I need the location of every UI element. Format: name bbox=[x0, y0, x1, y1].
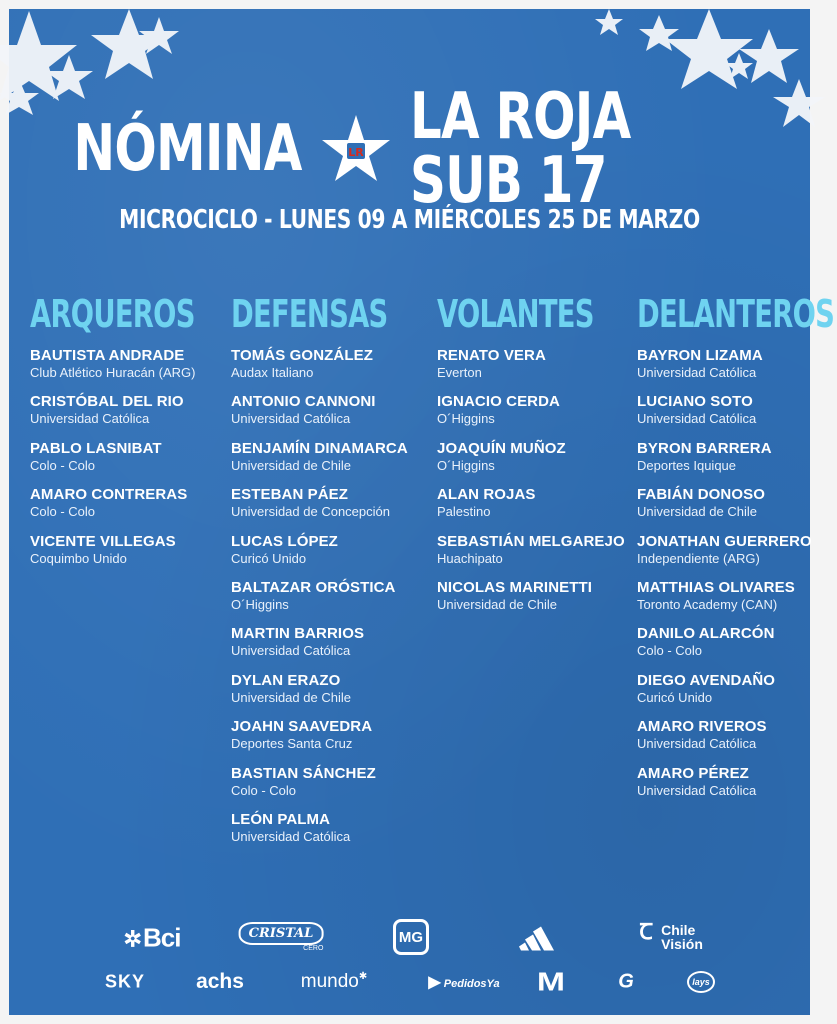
player-name: AMARO CONTRERAS bbox=[30, 486, 188, 504]
subtitle: MICROCICLO - LUNES 09 A MIÉRCOLES 25 DE MARZO bbox=[119, 205, 700, 235]
player-entry bbox=[637, 579, 837, 625]
column-defensas bbox=[231, 292, 431, 857]
roster-columns bbox=[9, 9, 835, 909]
sponsor-cristal-logo bbox=[239, 922, 324, 952]
player-entry bbox=[637, 533, 837, 579]
sponsor-mcdonalds-logo: M bbox=[536, 966, 566, 997]
sponsor-mg-text: MG bbox=[393, 919, 429, 955]
player-club: Universidad Católica bbox=[231, 828, 351, 844]
player-list bbox=[437, 347, 637, 625]
player-entry bbox=[231, 625, 431, 671]
player-club: Coquimbo Unido bbox=[30, 550, 127, 566]
player-name: TOMÁS GONZÁLEZ bbox=[231, 347, 373, 364]
poster-background bbox=[9, 9, 835, 1015]
player-entry bbox=[437, 533, 637, 579]
player-club: Independiente (ARG) bbox=[637, 550, 760, 566]
player-entry bbox=[437, 440, 637, 486]
player-club: Universidad de Chile bbox=[437, 596, 557, 612]
player-club: Deportes Iquique bbox=[637, 457, 737, 473]
player-entry bbox=[637, 625, 837, 671]
player-name: NICOLAS MARINETTI bbox=[437, 578, 593, 596]
column-heading: ARQUEROS bbox=[30, 292, 195, 336]
sponsor-lays-logo bbox=[687, 971, 715, 993]
sponsor-achs-logo: achs bbox=[196, 970, 244, 993]
player-entry bbox=[30, 393, 230, 439]
player-club: Universidad Católica bbox=[637, 411, 757, 427]
player-name: PABLO LASNIBAT bbox=[30, 439, 162, 457]
player-club: O´Higgins bbox=[437, 457, 495, 473]
player-entry bbox=[30, 533, 230, 579]
player-name: LEÓN PALMA bbox=[231, 810, 331, 828]
player-club: Colo - Colo bbox=[637, 643, 703, 659]
player-entry bbox=[231, 393, 431, 439]
player-name: DANILO ALARCÓN bbox=[637, 625, 775, 643]
player-entry bbox=[30, 347, 230, 393]
player-name: SEBASTIÁN MELGAREJO bbox=[437, 532, 625, 550]
player-name: MARTIN BARRIOS bbox=[231, 625, 365, 643]
player-name: LUCIANO SOTO bbox=[637, 393, 753, 411]
sponsor-lays-text: lays bbox=[687, 971, 715, 993]
player-entry bbox=[637, 718, 837, 764]
player-name: BENJAMÍN DINAMARCA bbox=[231, 439, 408, 457]
sponsor-mundo-logo: mundo✱ bbox=[300, 971, 368, 992]
sponsor-pedidosya-logo: ▶ PedidosYa bbox=[428, 974, 500, 991]
title-right: LA ROJA SUB 17 bbox=[409, 80, 631, 218]
sponsor-pedidosya-text: PedidosYa bbox=[443, 978, 500, 990]
player-name: ANTONIO CANNONI bbox=[231, 393, 376, 411]
player-name: VICENTE VILLEGAS bbox=[30, 532, 176, 550]
player-club: Huachipato bbox=[437, 550, 503, 566]
player-entry bbox=[231, 765, 431, 811]
player-entry bbox=[637, 765, 837, 811]
player-club: Toronto Academy (CAN) bbox=[637, 596, 778, 612]
player-name: LUCAS LÓPEZ bbox=[231, 532, 338, 550]
player-entry bbox=[231, 672, 431, 718]
player-entry bbox=[437, 486, 637, 532]
sponsor-mg-logo bbox=[393, 919, 429, 955]
player-entry bbox=[437, 347, 637, 393]
player-entry bbox=[437, 393, 637, 439]
player-entry bbox=[437, 579, 637, 625]
player-entry bbox=[30, 440, 230, 486]
player-name: IGNACIO CERDA bbox=[437, 393, 560, 411]
player-name: BASTIAN SÁNCHEZ bbox=[231, 764, 376, 782]
player-entry bbox=[637, 672, 837, 718]
player-name: DYLAN ERAZO bbox=[231, 671, 341, 689]
player-club: Universidad Católica bbox=[637, 365, 757, 380]
sponsor-bci-logo: ✲Bci bbox=[123, 922, 181, 953]
player-club: Universidad de Chile bbox=[231, 689, 351, 705]
player-name: JOAHN SAAVEDRA bbox=[231, 718, 373, 736]
player-club: Universidad Católica bbox=[231, 411, 351, 427]
player-club: Deportes Santa Cruz bbox=[231, 736, 353, 752]
player-name: CRISTÓBAL DEL RIO bbox=[30, 393, 184, 411]
player-club: Universidad Católica bbox=[231, 643, 351, 659]
player-club: Audax Italiano bbox=[231, 365, 314, 380]
sponsor-bci-text: Bci bbox=[142, 922, 181, 953]
sponsor-mundo-text: mundo bbox=[300, 971, 359, 992]
player-club: Universidad Católica bbox=[637, 782, 757, 798]
player-name: RENATO VERA bbox=[437, 347, 546, 364]
player-list bbox=[231, 347, 431, 857]
player-name: ALAN ROJAS bbox=[437, 486, 536, 504]
player-name: BAYRON LIZAMA bbox=[637, 347, 763, 364]
player-club: Curicó Unido bbox=[637, 689, 713, 705]
player-entry bbox=[231, 811, 431, 857]
sponsor-gatorade-logo: G bbox=[618, 970, 634, 993]
sponsor-chilevision-text2: Visión bbox=[661, 936, 703, 952]
column-volantes bbox=[437, 292, 637, 625]
logo-text: LR bbox=[347, 146, 364, 159]
sponsor-sky-logo: SKY bbox=[104, 971, 146, 992]
player-club: Universidad de Chile bbox=[637, 504, 757, 520]
player-club: Colo - Colo bbox=[30, 504, 96, 520]
player-club: O´Higgins bbox=[437, 411, 495, 427]
column-delanteros bbox=[637, 292, 837, 811]
player-club: Colo - Colo bbox=[231, 782, 297, 798]
player-name: FABIÁN DONOSO bbox=[637, 486, 765, 504]
player-club: O´Higgins bbox=[231, 596, 289, 612]
player-entry bbox=[231, 486, 431, 532]
player-entry bbox=[231, 718, 431, 764]
sponsor-cristal-text: CRISTAL bbox=[239, 922, 324, 945]
player-club: Everton bbox=[437, 365, 482, 380]
column-heading: DELANTEROS bbox=[637, 292, 835, 336]
player-club: Club Atlético Huracán (ARG) bbox=[30, 365, 196, 380]
sponsor-chilevision-logo bbox=[639, 919, 703, 952]
player-club: Universidad de Concepción bbox=[231, 504, 390, 520]
player-club: Universidad Católica bbox=[30, 411, 150, 427]
player-club: Colo - Colo bbox=[30, 457, 96, 473]
player-entry bbox=[231, 533, 431, 579]
adidas-stripes-icon bbox=[519, 923, 563, 951]
player-list bbox=[30, 347, 230, 579]
player-entry bbox=[231, 440, 431, 486]
column-heading: VOLANTES bbox=[437, 292, 594, 336]
player-club: Universidad de Chile bbox=[231, 457, 351, 473]
player-entry bbox=[231, 347, 431, 393]
player-name: MATTHIAS OLIVARES bbox=[637, 578, 795, 596]
player-club: Curicó Unido bbox=[231, 550, 307, 566]
player-entry bbox=[637, 486, 837, 532]
player-name: JONATHAN GUERRERO bbox=[637, 532, 812, 550]
player-entry bbox=[637, 347, 837, 393]
player-entry bbox=[30, 486, 230, 532]
player-entry bbox=[231, 579, 431, 625]
player-club: Universidad Católica bbox=[637, 736, 757, 752]
player-name: BYRON BARRERA bbox=[637, 439, 772, 457]
player-club: Palestino bbox=[437, 504, 491, 520]
sponsor-cristal-sub: CERO bbox=[303, 945, 324, 952]
sponsor-strip bbox=[9, 899, 810, 999]
player-name: DIEGO AVENDAÑO bbox=[637, 671, 776, 689]
column-arqueros bbox=[30, 292, 230, 579]
sponsor-adidas-logo bbox=[519, 923, 563, 956]
player-name: BALTAZAR ORÓSTICA bbox=[231, 578, 396, 596]
player-name: ESTEBAN PÁEZ bbox=[231, 486, 349, 504]
column-heading: DEFENSAS bbox=[231, 292, 388, 336]
player-entry bbox=[637, 393, 837, 439]
player-list bbox=[637, 347, 837, 811]
chilevision-mark-icon: Ꞇ bbox=[639, 919, 653, 944]
player-name: JOAQUÍN MUÑOZ bbox=[437, 439, 566, 457]
player-name: AMARO PÉREZ bbox=[637, 764, 749, 782]
player-name: AMARO RIVEROS bbox=[637, 718, 767, 736]
player-name: BAUTISTA ANDRADE bbox=[30, 347, 185, 364]
player-entry bbox=[637, 440, 837, 486]
sponsor-chilevision-text: Chile bbox=[661, 922, 696, 938]
title-left: NÓMINA bbox=[73, 112, 302, 186]
